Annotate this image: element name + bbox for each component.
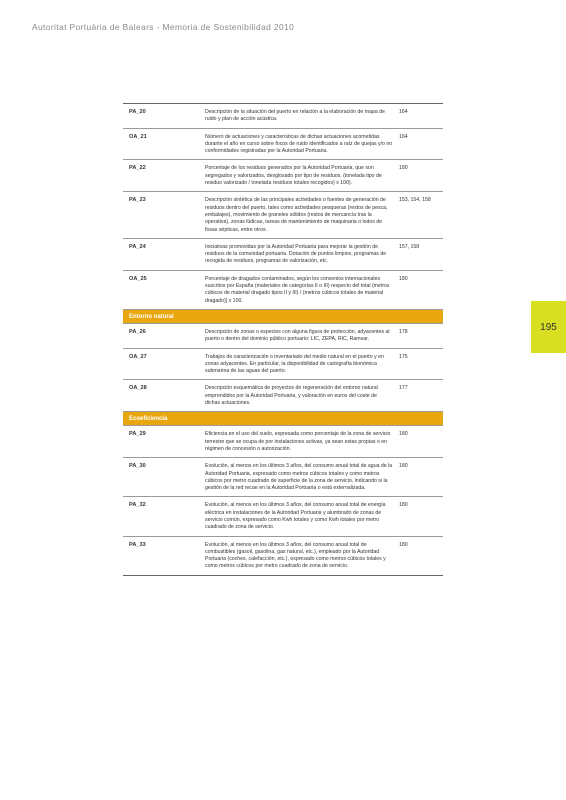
- table-row: [123, 426, 443, 458]
- indicator-code: PA_20: [129, 109, 146, 115]
- indicator-code: PA_30: [129, 463, 146, 470]
- indicator-code: PA_24: [129, 243, 146, 250]
- indicator-code: PA_33: [129, 541, 146, 548]
- page-reference: 164: [399, 133, 408, 140]
- indicator-code: PA_22: [129, 165, 146, 172]
- indicator-description: Descripción sintética de las principales actividades o fuentes de generación de residuos dentro del puerto, tales como actividades pesqueras (restos de pesca, embalajes), movimiento de graneles sólidos (restos de mercancía tras la operativa), zonas lúdicas, tareas de mantenimiento de maquinaria o lodos de fosas sépticas, entre otros.: [205, 197, 388, 233]
- page-reference: 180: [399, 275, 408, 282]
- row-group: [123, 324, 443, 412]
- table-row: [123, 537, 443, 576]
- indicator-description: Número de actuaciones y características de dichas actuaciones acometidas durante el año en curso sobre focos de ruido identificados a raíz de quejas y/o no conformidades registradas por la Autoridad Portuaria.: [205, 133, 393, 155]
- table-row: [123, 160, 443, 192]
- page-reference: 180: [399, 541, 408, 548]
- page-reference: 177: [399, 385, 408, 392]
- indicator-code: OA_27: [129, 353, 147, 360]
- indicator-description: Descripción de la situación del puerto en relación a la elaboración de mapa de ruido y plan de acción acústica.: [205, 109, 385, 123]
- indicator-description: Porcentaje de dragados contaminados, según los convenios internacionales suscritos por España (materiales de categorías II o III) respecto del total (metros cúbicos de material dragado tipos II y III) / (metros cúbicos totales de material dragado)] x 100.: [205, 275, 390, 304]
- indicator-description: Evolución, al menos en los últimos 3 años, del consumo anual total de agua de la Autoridad Portuaria, expresado como metros cúbicos totales y como metros cúbicos por metro cuadrado de superficie de la zona de servicio, indicando si la gestión de la red recae en la Autoridad Portuaria o está externalizada.: [205, 463, 393, 492]
- indicator-description: Evolución, al menos en los últimos 3 años, del consumo anual total de combustibles (gasoil, gasolina, gas natural, etc.), empleado por la Autoridad Portuaria (coches, calefacción, etc.), expresado como metros cúbicos totales y como metros cúbicos por metro cuadrado de zona de servicio.: [205, 541, 386, 570]
- indicator-description: Descripción esquemática de proyectos de regeneración del entorno natural emprendidos por la Autoridad Portuaria, y valoración en euros del coste de dichas actuaciones.: [205, 385, 378, 407]
- indicator-description: Iniciativas promovidas por la Autoridad Portuaria para mejorar la gestión de residuos de la comunidad portuaria. Dotación de puntos limpios, programas de recogida de residuos, programas de valorización, etc.: [205, 243, 387, 265]
- section-header-entorno-natural: Entorno natural: [123, 310, 443, 324]
- page-number-tab: [531, 301, 566, 353]
- page-reference: 180: [399, 165, 408, 172]
- table-row: [123, 497, 443, 536]
- table-row: [123, 380, 443, 412]
- indicator-description: Evolución, al menos en los últimos 3 años, del consumo anual total de energía eléctrica en instalaciones de la Autoridad Portuaria y alumbrado de zonas de servicio común, expresado como Kwh totales y como Kwh totales por metro cuadrado de zona de servicio.: [205, 502, 386, 531]
- indicator-description: Porcentaje de los residuos generados por la Autoridad Portuaria, que son segregados y valorizados, desglosado por tipo de residuos. (tonelada tipo de residuo valorizado / tonelada residuos totales recogidos) x 100).: [205, 165, 382, 187]
- indicator-code: PA_29: [129, 431, 146, 438]
- page-reference: 178: [399, 328, 408, 335]
- indicator-code: OA_21: [129, 133, 147, 140]
- table-row: [123, 349, 443, 381]
- table-row: [123, 104, 443, 129]
- running-header: Autoritat Portuària de Balears - Memoria de Sostenibilidad 2010: [32, 22, 295, 32]
- page-reference: 164: [399, 109, 408, 115]
- indicator-code: PA_26: [129, 328, 146, 335]
- table-row: [123, 192, 443, 238]
- indicator-code: OA_25: [129, 275, 147, 282]
- table-row: [123, 458, 443, 497]
- table-row: [123, 324, 443, 349]
- indicator-table: [123, 103, 443, 576]
- indicator-description: Eficiencia en el uso del suelo, expresada como porcentaje de la zona de servicio terrestre que se ocupa de por instalaciones activas, ya sean estas propias o en régimen de concesión o autorización.: [205, 431, 391, 452]
- indicator-code: PA_32: [129, 502, 146, 509]
- indicator-description: Trabajos de caracterización o inventariado del medio natural en el puerto y en zonas adyacentes. En particular, la disponibilidad de cartografía bionómica submarina de las aguas del puerto.: [205, 353, 384, 375]
- page-reference: 175: [399, 353, 408, 360]
- page-reference: 180: [399, 431, 408, 438]
- page-reference: 157, 158: [399, 243, 420, 250]
- page-reference: 180: [399, 502, 408, 509]
- indicator-code: OA_28: [129, 385, 147, 392]
- page-number: 195: [540, 321, 557, 333]
- page-reference: 180: [399, 463, 408, 470]
- table-row: [123, 129, 443, 161]
- row-group: [123, 426, 443, 575]
- table-row: [123, 271, 443, 310]
- row-group: [123, 104, 443, 310]
- page-reference: 153, 154, 158: [399, 197, 431, 204]
- section-header-ecoeficiencia: Ecoeficiencia: [123, 412, 443, 426]
- table-row: [123, 239, 443, 271]
- indicator-code: PA_23: [129, 197, 146, 204]
- indicator-description: Descripción de zonas o especies con alguna figura de protección, adyacentes al puerto o dentro del dominio público portuario: LIC, ZEPA, RIC, Ramsar.: [205, 328, 390, 343]
